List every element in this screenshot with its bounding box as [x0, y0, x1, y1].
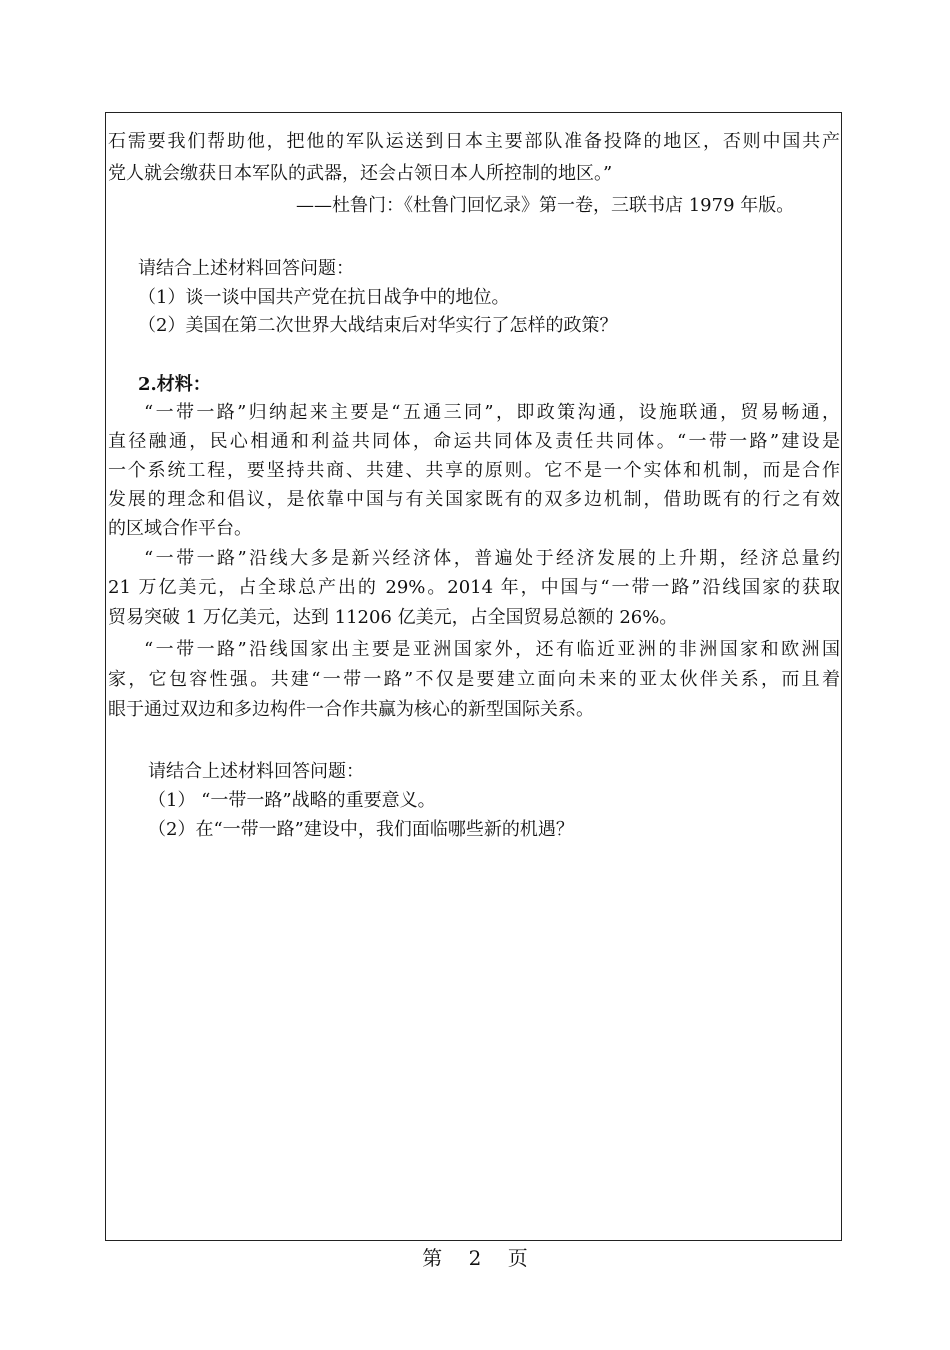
page-footer: [0, 1243, 950, 1273]
para1-line: 发展的理念和倡议，是依靠中国与有关国家既有的双多边机制，借助既有的行之有效: [108, 489, 840, 510]
question-1-2: （2）美国在第二次世界大战结束后对华实行了怎样的政策？: [138, 315, 618, 336]
question-2-2: （2）在“一带一路”建设中，我们面临哪些新的机遇？: [148, 819, 574, 840]
para3-line: 眼于通过双边和多边构件一合作共赢为核心的新型国际关系。: [108, 699, 594, 720]
para3-line: “一带一路”沿线国家出主要是亚洲国家外，还有临近亚洲的非洲国家和欧洲国: [144, 639, 840, 660]
material-heading: 2.材料：: [138, 374, 211, 395]
page-number: 2: [468, 1246, 482, 1270]
question-prompt-1: 请结合上述材料回答问题：: [138, 258, 354, 279]
page-prefix: 第: [422, 1246, 443, 1270]
para1-line: “一带一路”归纳起来主要是“五通三同”，即政策沟通，设施联通，贸易畅通，: [144, 402, 840, 423]
para2-line: 21 万亿美元，占全球总产出的 29%。2014 年，中国与“一带一路”沿线国家的获取: [108, 577, 840, 598]
para2-line: “一带一路”沿线大多是新兴经济体，普遍处于经济发展的上升期，经济总量约: [144, 548, 840, 569]
para2-line: 贸易突破 1 万亿美元，达到 11206 亿美元，占全国贸易总额的 26%。: [108, 607, 678, 628]
para3-line: 家，它包容性强。共建“一带一路”不仅是要建立面向未来的亚太伙伴关系，而且着: [108, 669, 840, 690]
quote-line-1: 石需要我们帮助他，把他的军队运送到日本主要部队准备投降的地区，否则中国共产: [108, 131, 840, 152]
para1-line: 直径融通，民心相通和利益共同体，命运共同体及责任共同体。“一带一路”建设是: [108, 431, 840, 452]
quote-line-2: 党人就会缴获日本军队的武器，还会占领日本人所控制的地区。”: [108, 163, 613, 184]
question-2-1: （1） “一带一路”战略的重要意义。: [148, 790, 436, 811]
question-1-1: （1）谈一谈中国共产党在抗日战争中的地位。: [138, 287, 510, 308]
para1-line: 一个系统工程，要坚持共商、共建、共享的原则。它不是一个实体和机制，而是合作: [108, 460, 840, 481]
question-prompt-2: 请结合上述材料回答问题：: [148, 761, 364, 782]
page-suffix: 页: [507, 1246, 528, 1270]
quote-source: ——杜鲁门：《杜鲁门回忆录》第一卷，三联书店 1979 年版。: [296, 195, 795, 216]
para1-line: 的区域合作平台。: [108, 518, 252, 539]
